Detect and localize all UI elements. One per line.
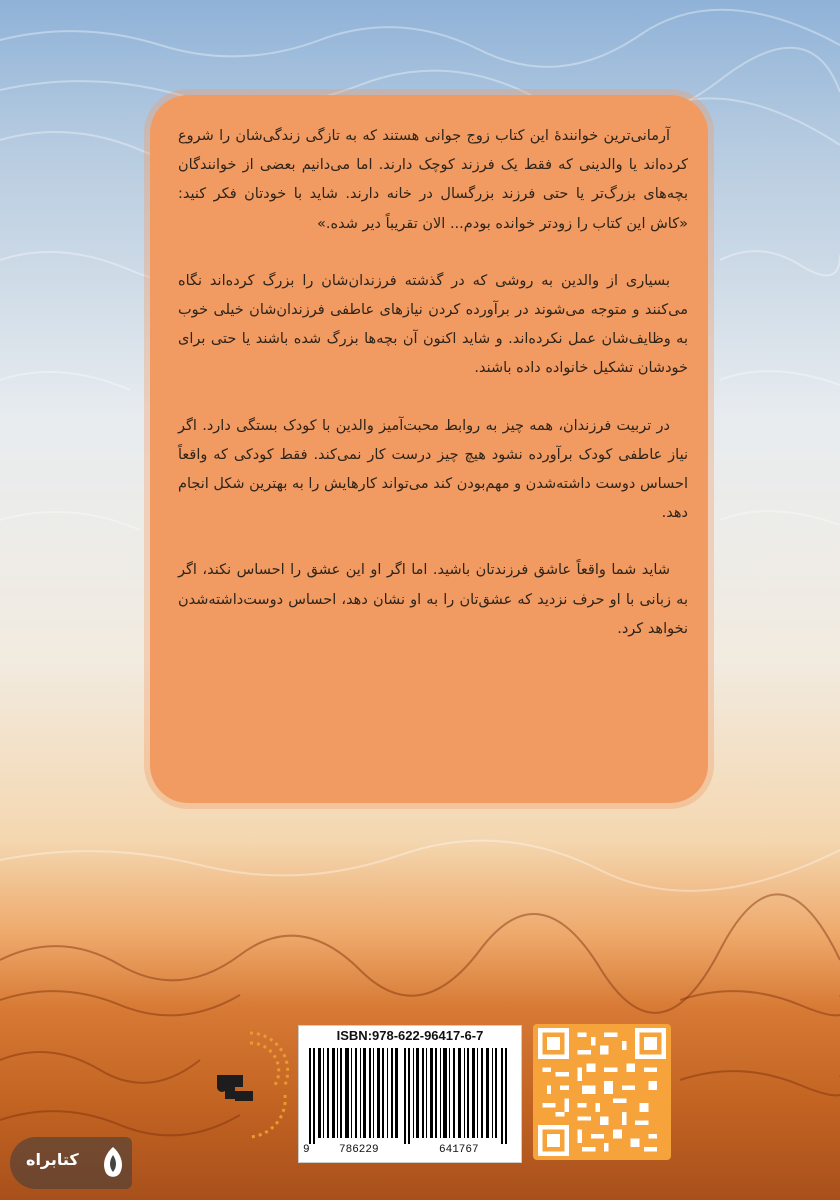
qr-code-icon	[537, 1028, 667, 1156]
store-name: کتابراه	[26, 1150, 79, 1169]
blurb-paragraph-2: بسیاری از والدین به روشی که در گذشته فرزندان‌شان را بزرگ کرده‌اند نگاه می‌کنند و متوجه می‌شوند در برآورده کردن نیازهای عاطفی فرزندان‌شان خیلی خوب به وظایف‌شان عمل نکرده‌اند. و شاید اکنون آن بچه‌ها بزرگ شده باشند یا حتی برای خودشان تشکیل خانواده داده باشند.	[178, 272, 688, 377]
isbn-barcode	[298, 1025, 522, 1163]
barcode-digits-left: 786229	[339, 1144, 379, 1156]
publisher-logo	[205, 1025, 295, 1145]
blurb-text	[178, 122, 688, 672]
ketabrah-badge[interactable]	[10, 1137, 132, 1189]
blurb-paragraph-4: شاید شما واقعاً عاشق فرزندتان باشید. اما اگر او این عشق را احساس نکند، اگر به زبانی با او حرف نزدید که عشق‌تان را به او نشان دهد، احساس دوست‌داشته‌شدن نخواهد کرد.	[178, 562, 688, 637]
qr-code	[533, 1024, 671, 1160]
barcode-digit-first: 9	[303, 1144, 310, 1156]
isbn-label: ISBN:978-622-96417-6-7	[336, 1028, 484, 1043]
ketabrah-icon	[98, 1145, 128, 1181]
blurb-paragraph-1: آرمانی‌ترین خوانندۀ این کتاب زوج جوانی هستند که به تازگی زندگی‌شان را شروع کرده‌اند یا والدینی که فقط یک فرزند کوچک دارند. اما می‌دانیم بعضی از خوانندگان بچه‌های بزرگ‌تر یا حتی فرزند بزرگسال در خانه دارند. شاید با خودتان فکر کنید: «کاش این کتاب را زودتر خوانده بودم... الان تقریباً دیر شده.»	[178, 128, 688, 232]
barcode-bars	[309, 1048, 511, 1144]
blurb-paragraph-3: در تربیت فرزندان، همه چیز به روابط محبت‌آمیز والدین با کودک بستگی دارد. اگر نیاز عاطفی کودک برآورده نشود هیچ چیز درست کار نمی‌کند. فقط کودکی که واقعاً احساس دوست داشته‌شدن و مهم‌بودن کند می‌تواند کارهایش را به بهترین شکل انجام دهد.	[178, 417, 688, 522]
barcode-digits-right: 641767	[439, 1144, 479, 1156]
